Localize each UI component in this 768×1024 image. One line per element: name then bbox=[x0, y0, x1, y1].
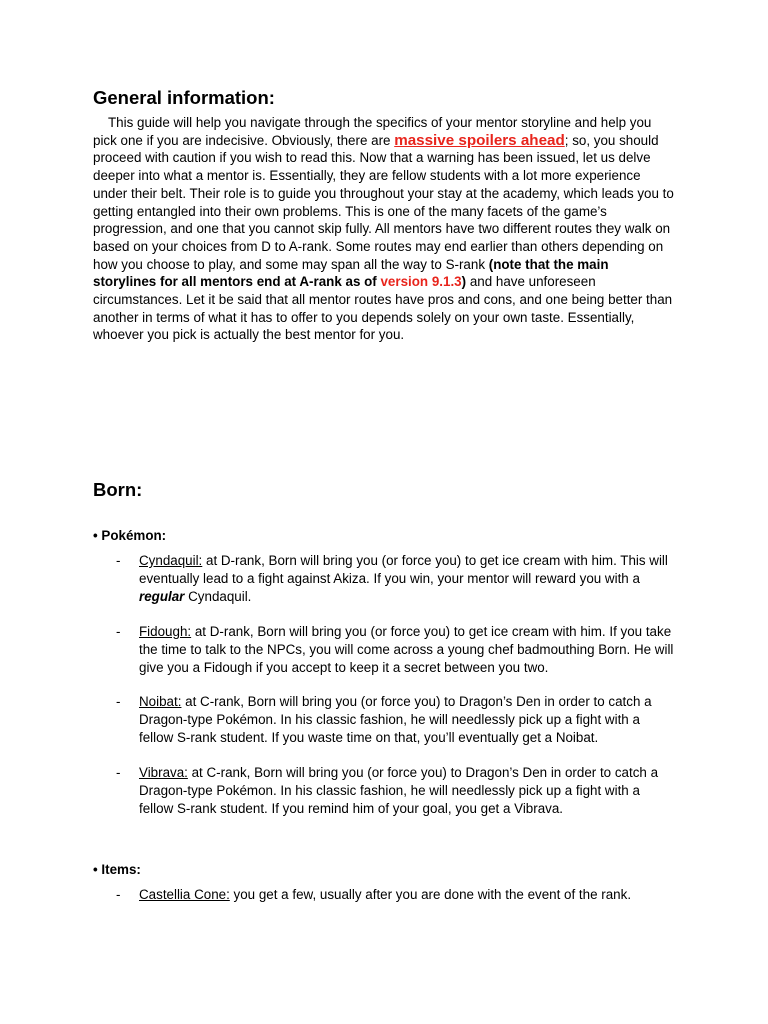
pokemon-entry-cyndaquil bbox=[116, 552, 676, 605]
list-dash: - bbox=[116, 553, 121, 568]
list-dash: - bbox=[116, 887, 121, 902]
pokemon-entry-text bbox=[139, 623, 676, 676]
intro-text-2: ; so, you should proceed with caution if you wish to read this. Now that a warning has been issued, let us delve deeper into what a mentor is. Essentially, they are fellow students with a lot more experience under their belt. Their role is to guide you throughout your stay at the academy, which leads you to getting entangled into their own problems. This is one of the many facets of the game’s progression, and one that you cannot skip fully. All mentors have two different routes they walk on based on your choices from D to A-rank. Some routes may end earlier than others depending on how you choose to play, and some may span all the way to S-rank bbox=[93, 132, 674, 272]
pokemon-entry-noibat bbox=[116, 693, 676, 746]
items-section-heading: • Items: bbox=[93, 862, 141, 877]
intro-text-1: This guide will help you navigate through the specifics of your mentor storyline and help you pick one if you are indecisive. Obviously, there are bbox=[93, 115, 652, 148]
pokemon-entry-text bbox=[139, 693, 676, 746]
version-note-close: ) bbox=[461, 274, 467, 290]
item-description: you get a few, usually after you are done with the event of the rank. bbox=[229, 887, 632, 902]
general-information-paragraph bbox=[93, 114, 675, 344]
pokemon-name: Cyndaquil: bbox=[139, 553, 203, 568]
pokemon-entry-fidough bbox=[116, 623, 676, 676]
pokemon-name: Noibat: bbox=[139, 694, 182, 709]
version-note-open: (note that the main storylines for all mentors end at A-rank as of bbox=[93, 256, 609, 290]
general-information-heading: General information: bbox=[93, 87, 275, 108]
pokemon-entry-text bbox=[139, 552, 676, 605]
pokemon-section-heading: • Pokémon: bbox=[93, 528, 167, 543]
spoiler-warning: massive spoilers ahead bbox=[394, 131, 565, 149]
pokemon-name: Vibrava: bbox=[139, 765, 188, 780]
pokemon-description: at D-rank, Born will bring you (or force you) to get ice cream with him. If you take the time to talk to the NPCs, you will come across a young chef badmouthing Born. He will give you a Fidough if you accept to keep it a secret between you two. bbox=[139, 624, 674, 675]
emphasis-text: regular bbox=[139, 588, 185, 604]
item-entry-text bbox=[139, 886, 676, 904]
list-dash: - bbox=[116, 624, 121, 639]
pokemon-description-end: Cyndaquil. bbox=[184, 588, 252, 604]
list-dash: - bbox=[116, 694, 121, 709]
born-heading: Born: bbox=[93, 479, 143, 500]
item-entry-castellia-cone bbox=[116, 886, 676, 904]
item-name: Castellia Cone: bbox=[139, 887, 230, 902]
pokemon-description: at C-rank, Born will bring you (or force you) to Dragon’s Den in order to catch a Dragon-type Pokémon. In his classic fashion, he will needlessly pick up a fight with a fellow S-rank student. If you waste time on that, you’ll eventually get a Noibat. bbox=[139, 694, 652, 745]
pokemon-name: Fidough: bbox=[139, 624, 192, 639]
pokemon-description: at C-rank, Born will bring you (or force you) to Dragon’s Den in order to catch a Dragon-type Pokémon. In his classic fashion, he will needlessly pick up a fight with a fellow S-rank student. If you remind him of your goal, you get a Vibrava. bbox=[139, 765, 659, 816]
pokemon-description: at D-rank, Born will bring you (or force you) to get ice cream with him. This will eventually lead to a fight against Akiza. If you win, your mentor will reward you with a bbox=[139, 553, 668, 586]
list-dash: - bbox=[116, 765, 121, 780]
intro-text-3: and have unforeseen circumstances. Let it be said that all mentor routes have pros and cons, and one being better than another in terms of what it has to offer to you depends solely on your own taste. Essentially, whoever you pick is actually the best mentor for you. bbox=[93, 274, 673, 343]
version-number: version 9.1.3 bbox=[380, 274, 462, 290]
pokemon-entry-text bbox=[139, 764, 676, 817]
pokemon-entry-vibrava bbox=[116, 764, 676, 817]
